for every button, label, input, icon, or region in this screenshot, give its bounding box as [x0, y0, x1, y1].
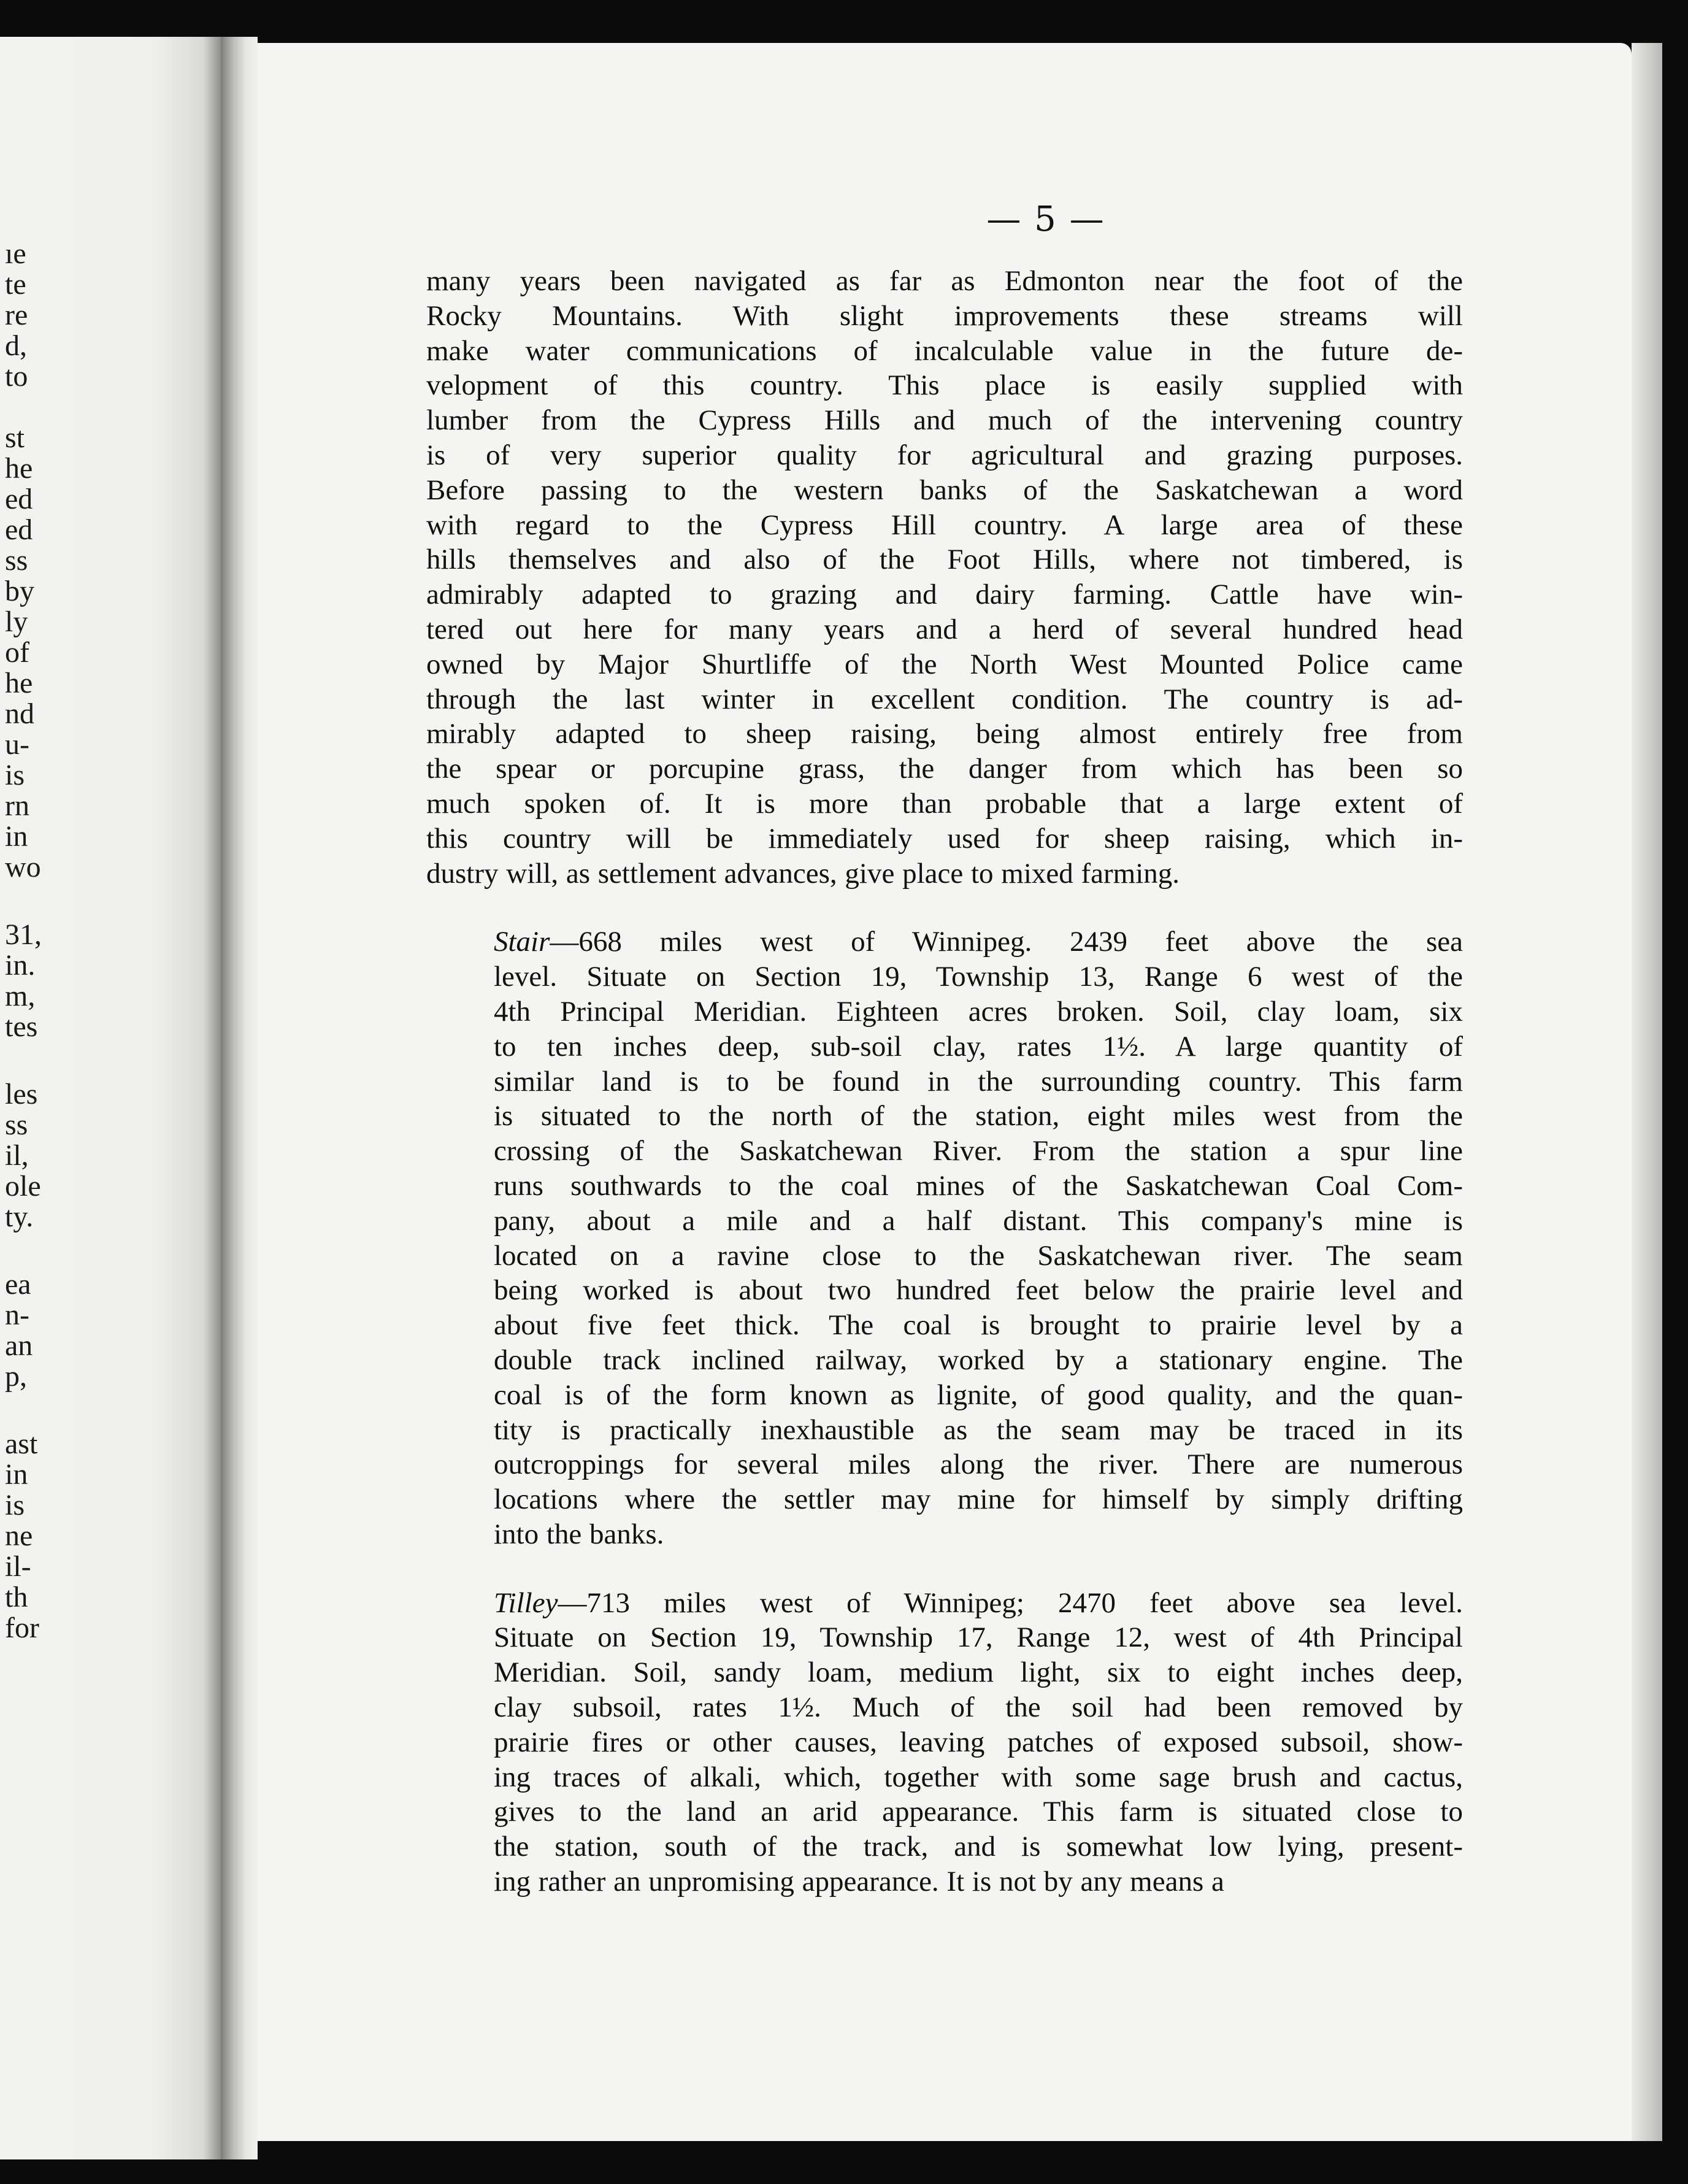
stair-paragraph	[426, 925, 1463, 1551]
left-page-fragment: il-	[5, 1550, 31, 1583]
body-text	[426, 264, 1463, 1899]
text-line: ing traces of alkali, which, together with some sage brush and cactus,	[494, 1761, 1463, 1793]
text-line: coal is of the form known as lignite, of good quality, and the quan-	[494, 1378, 1463, 1411]
text-line: is situated to the north of the station, eight miles west from the	[494, 1100, 1463, 1132]
text-line: locations where the settler may mine for himself by simply drifting	[494, 1483, 1463, 1516]
text-line: much spoken of. It is more than probable that a large extent of	[426, 787, 1463, 820]
left-page-fragment: by	[5, 575, 34, 607]
text-line: admirably adapted to grazing and dairy farming. Cattle have win-	[426, 579, 1463, 611]
text-line: ing rather an unpromising appearance. It is not by any means a	[494, 1866, 1224, 1898]
left-page-fragment: ty.	[5, 1201, 34, 1233]
left-page-fragment: ole	[5, 1170, 41, 1202]
text-line: velopment of this country. This place is easily supplied with	[426, 369, 1463, 402]
text-line: lumber from the Cypress Hills and much of the intervening country	[426, 404, 1463, 437]
text-line: this country will be immediately used for sheep raising, which in-	[426, 822, 1463, 855]
intro-paragraph	[426, 264, 1463, 891]
left-page-fragment: n-	[5, 1299, 29, 1331]
left-page-fragment: ed	[5, 513, 33, 546]
text-line: many years been navigated as far as Edmonton near the foot of the	[426, 265, 1463, 297]
text-line: about five feet thick. The coal is brought to prairie level by a	[494, 1309, 1463, 1342]
left-page-fragment: ss	[5, 1109, 28, 1141]
text-line: the spear or porcupine grass, the danger from which has been so	[426, 753, 1463, 785]
left-page-fragment: is	[5, 759, 25, 791]
text-line: pany, about a mile and a half distant. This company's mine is	[494, 1204, 1463, 1237]
left-page-fragment: ne	[5, 1520, 33, 1552]
text-line: to ten inches deep, sub-soil clay, rates 1½. A large quantity of	[494, 1030, 1463, 1063]
line-text: —668 miles west of Winnipeg. 2439 feet above the sea	[550, 926, 1463, 958]
left-page-fragment: tes	[5, 1010, 38, 1043]
text-line: prairie fires or other causes, leaving patches of exposed subsoil, show-	[494, 1726, 1463, 1758]
text-line: through the last winter in excellent condition. The country is ad-	[426, 683, 1463, 715]
left-page-fragment: te	[5, 268, 26, 301]
text-line: into the banks.	[494, 1518, 664, 1550]
left-page-fragment: d,	[5, 329, 27, 362]
left-page-fragment: ed	[5, 483, 33, 515]
left-page-fragment: ly	[5, 606, 28, 638]
right-page-edge	[1632, 43, 1662, 2141]
text-line: mirably adapted to sheep raising, being almost entirely free from	[426, 718, 1463, 750]
left-page-fragment: re	[5, 299, 28, 331]
page-number: — 5 —	[986, 199, 1105, 239]
tilley-paragraph	[426, 1586, 1463, 1899]
text-line: being worked is about two hundred feet below the prairie level and	[494, 1274, 1463, 1307]
left-page-fragment: rn	[5, 790, 29, 822]
right-page	[258, 43, 1632, 2141]
text-line: is of very superior quality for agricultural and grazing purposes.	[426, 439, 1463, 471]
left-page-fragment: in	[5, 820, 28, 853]
line-text: —713 miles west of Winnipeg; 2470 feet above sea level.	[558, 1586, 1463, 1619]
left-page-fragment: st	[5, 421, 25, 454]
text-line: dustry will, as settlement advances, give place to mixed farming.	[426, 857, 1180, 890]
text-line: make water communications of incalculable value in the future de-	[426, 334, 1463, 367]
text-line: runs southwards to the coal mines of the Saskatchewan Coal Com-	[494, 1169, 1463, 1202]
left-page-fragment: les	[5, 1078, 38, 1110]
text-line: outcroppings for several miles along the river. There are numerous	[494, 1448, 1463, 1481]
text-line: Rocky Mountains. With slight improvements these streams will	[426, 299, 1463, 332]
text-line: tity is practically inexhaustible as the seam may be traced in its	[494, 1413, 1463, 1446]
left-page-fragment: an	[5, 1329, 33, 1362]
left-page-fragment: for	[5, 1612, 39, 1644]
text-line: 4th Principal Meridian. Eighteen acres broken. Soil, clay loam, six	[494, 995, 1463, 1028]
left-page-fragment: wo	[5, 851, 41, 883]
left-page-fragment: th	[5, 1581, 28, 1613]
text-line: Situate on Section 19, Township 17, Range 12, west of 4th Principal	[494, 1621, 1463, 1654]
text-line: level. Situate on Section 19, Township 13, Range 6 west of the	[494, 961, 1463, 993]
text-line: similar land is to be found in the surrounding country. This farm	[494, 1065, 1463, 1098]
left-page-fragment: he	[5, 452, 33, 485]
left-page-fragment: p,	[5, 1360, 27, 1393]
left-page-fragment: nd	[5, 698, 34, 730]
place-name: Tilley	[494, 1586, 558, 1619]
left-page-fragment: of	[5, 636, 29, 669]
left-page-fragment: ss	[5, 544, 28, 577]
left-page-fragment: 31,	[5, 918, 42, 951]
text-line: owned by Major Shurtliffe of the North West Mounted Police came	[426, 648, 1463, 680]
text-line: Before passing to the western banks of the Saskatchewan a word	[426, 474, 1463, 506]
left-page-fragment: u-	[5, 728, 29, 761]
left-page-fragment: in.	[5, 949, 36, 982]
text-line: crossing of the Saskatchewan River. From the station a spur line	[494, 1135, 1463, 1167]
text-line: tered out here for many years and a herd of several hundred head	[426, 613, 1463, 645]
text-line: gives to the land an arid appearance. This farm is situated close to	[494, 1796, 1463, 1828]
left-page-fragment: ast	[5, 1428, 38, 1460]
left-page-edge	[0, 37, 221, 2159]
left-page-fragment: il,	[5, 1139, 29, 1172]
left-page-fragment: in	[5, 1458, 28, 1491]
left-page-fragment: he	[5, 667, 33, 699]
text-line: double track inclined railway, worked by a stationary engine. The	[494, 1344, 1463, 1376]
text-line: located on a ravine close to the Saskatchewan river. The seam	[494, 1239, 1463, 1272]
text-line: clay subsoil, rates 1½. Much of the soil had been removed by	[494, 1691, 1463, 1724]
text-line: with regard to the Cypress Hill country. A large area of these	[426, 509, 1463, 541]
text-line	[426, 1586, 1463, 1621]
left-page-fragment: ea	[5, 1268, 31, 1301]
left-page-fragment: is	[5, 1489, 25, 1521]
book-binding	[221, 37, 258, 2159]
place-name: Stair	[494, 926, 550, 958]
text-line: the station, south of the track, and is somewhat low lying, present-	[494, 1831, 1463, 1863]
left-page-fragment: to	[5, 360, 28, 393]
left-page-fragment: m,	[5, 980, 36, 1012]
text-line	[426, 925, 1463, 959]
text-line: hills themselves and also of the Foot Hills, where not timbered, is	[426, 544, 1463, 576]
left-page-fragment: ıe	[5, 237, 26, 270]
text-line: Meridian. Soil, sandy loam, medium light, six to eight inches deep,	[494, 1656, 1463, 1689]
